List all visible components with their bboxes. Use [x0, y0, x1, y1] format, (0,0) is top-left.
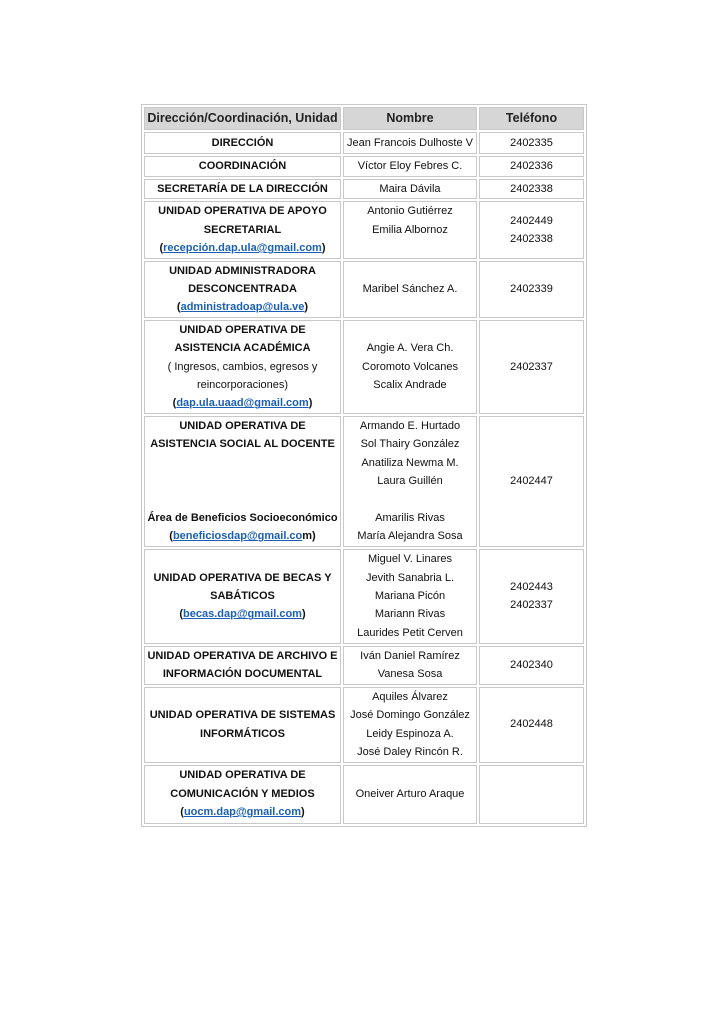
person-name: Jevith Sanabria L. — [365, 571, 455, 584]
phone-number: 2402448 — [510, 718, 553, 731]
table-header-row — [144, 107, 584, 130]
table-row — [144, 201, 584, 258]
email-suffix: ) — [321, 242, 326, 255]
unit-label: INFORMÁTICOS — [200, 727, 285, 740]
person-name: Víctor Eloy Febres C. — [357, 160, 463, 173]
person-name: Maribel Sánchez A. — [362, 283, 458, 296]
header-phone: Teléfono — [479, 107, 584, 130]
person-name: María Alejandra Sosa — [357, 530, 463, 543]
unit-label: SECRETARÍA DE LA DIRECCIÓN — [157, 183, 328, 195]
email-line — [147, 527, 338, 545]
person-name: José Daley Rincón R. — [357, 745, 463, 758]
email-line — [147, 803, 338, 821]
phone-number: 2402335 — [510, 136, 553, 149]
phone-number: 2402337 — [510, 360, 553, 373]
name-cell — [343, 156, 477, 177]
unit-label: ASISTENCIA SOCIAL AL DOCENTE — [150, 438, 335, 451]
person-name: Laura Guillén — [377, 475, 443, 488]
phone-number: 2402338 — [510, 183, 553, 195]
person-name: Angie A. Vera Ch. — [366, 342, 454, 355]
unit-cell — [144, 201, 341, 258]
phone-number: 2402337 — [510, 599, 553, 612]
phone-number: 2402449 — [510, 214, 553, 227]
spacer — [147, 472, 338, 490]
spacer — [147, 454, 338, 472]
unit-label: Área de Beneficios Socioeconómico — [147, 511, 338, 524]
name-cell — [343, 687, 477, 763]
person-name: Iván Daniel Ramírez — [360, 649, 460, 662]
header-name: Nombre — [343, 107, 477, 130]
email-link[interactable]: becas.dap@gmail.com — [183, 608, 302, 621]
table-row — [144, 646, 584, 685]
email-link[interactable]: beneficiosdap@gmail.co — [172, 530, 303, 543]
unit-cell — [144, 416, 341, 547]
phone-cell — [479, 201, 584, 258]
table-row — [144, 261, 584, 318]
phone-cell — [479, 179, 584, 199]
phone-cell — [479, 261, 584, 318]
person-name: José Domingo González — [350, 709, 470, 722]
table-row — [144, 416, 584, 547]
name-cell — [343, 201, 477, 258]
email-link[interactable]: dap.ula.uaad@gmail.com — [176, 397, 309, 410]
unit-cell — [144, 179, 341, 199]
email-suffix: m) — [302, 530, 316, 543]
table-row — [144, 765, 584, 824]
email-line — [147, 394, 338, 412]
email-prefix: ( — [180, 806, 184, 819]
table-row — [144, 549, 584, 644]
phone-cell — [479, 646, 584, 685]
email-prefix: ( — [176, 301, 181, 314]
name-cell — [343, 549, 477, 644]
table-row — [144, 156, 584, 177]
email-suffix: ) — [308, 397, 313, 410]
person-name: Oneiver Arturo Araque — [355, 787, 465, 800]
phone-number: 2402447 — [510, 475, 553, 488]
person-name: Vanesa Sosa — [377, 668, 443, 681]
spacer — [346, 491, 474, 509]
phone-cell — [479, 549, 584, 644]
table-row — [144, 179, 584, 199]
phone-number: 2402340 — [510, 658, 553, 671]
unit-label: UNIDAD OPERATIVA DE ARCHIVO E — [147, 649, 338, 662]
directory-table — [141, 104, 587, 827]
unit-cell — [144, 320, 341, 414]
name-cell — [343, 416, 477, 547]
unit-label: UNIDAD OPERATIVA DE SISTEMAS — [149, 709, 336, 722]
table-row — [144, 320, 584, 414]
unit-label: ( Ingresos, cambios, egresos y — [167, 360, 318, 373]
person-name: Mariana Picón — [374, 590, 446, 602]
person-name: Laurides Petit Cerven — [357, 626, 463, 639]
person-name: Scalix Andrade — [373, 379, 447, 392]
phone-cell — [479, 416, 584, 547]
spacer — [147, 490, 338, 508]
person-name: Leidy Espinoza A. — [366, 727, 454, 740]
email-prefix: ( — [179, 608, 184, 621]
phone-cell — [479, 156, 584, 177]
unit-cell — [144, 687, 341, 763]
phone-number: 2402443 — [510, 580, 553, 593]
email-line — [147, 605, 338, 623]
email-line — [147, 239, 338, 257]
person-name: Anatiliza Newma M. — [361, 456, 459, 469]
unit-label: COMUNICACIÓN Y MEDIOS — [170, 787, 315, 800]
phone-cell — [479, 687, 584, 763]
unit-label: UNIDAD OPERATIVA DE — [179, 769, 306, 782]
unit-label: reincorporaciones) — [196, 379, 289, 392]
unit-cell — [144, 646, 341, 685]
email-link[interactable]: recepción.dap.ula@gmail.com — [163, 242, 322, 255]
name-cell — [343, 320, 477, 414]
unit-label: UNIDAD ADMINISTRADORA — [169, 264, 316, 277]
unit-cell — [144, 132, 341, 154]
unit-label: DIRECCIÓN — [211, 136, 274, 149]
phone-number: 2402339 — [510, 283, 553, 296]
name-cell — [343, 261, 477, 318]
person-name: Sol Thairy González — [360, 438, 460, 451]
unit-label: UNIDAD OPERATIVA DE — [179, 419, 306, 432]
name-cell — [343, 132, 477, 154]
table-row — [144, 687, 584, 763]
unit-cell — [144, 156, 341, 177]
name-cell — [343, 765, 477, 824]
phone-cell — [479, 320, 584, 414]
person-name: Miguel V. Linares — [368, 553, 452, 566]
person-name: Jean Francois Dulhoste V — [347, 136, 473, 149]
email-link[interactable]: administradoap@ula.ve — [180, 301, 305, 314]
person-name: Mariann Rivas — [374, 608, 446, 621]
person-name: Amarilis Rivas — [375, 511, 445, 524]
unit-label: COORDINACIÓN — [198, 160, 287, 173]
unit-cell — [144, 765, 341, 824]
email-suffix: ) — [304, 301, 309, 314]
person-name: Coromoto Volcanes — [362, 360, 458, 373]
unit-label: UNIDAD OPERATIVA DE — [179, 323, 306, 336]
unit-cell — [144, 549, 341, 644]
unit-label: SABÁTICOS — [210, 590, 275, 602]
person-name: Armando E. Hurtado — [359, 419, 461, 432]
email-line — [147, 298, 338, 316]
unit-label: DESCONCENTRADA — [188, 283, 297, 296]
email-link[interactable]: uocm.dap@gmail.com — [183, 806, 302, 819]
phone-number: 2402338 — [510, 233, 553, 246]
person-name: Emilia Albornoz — [372, 223, 448, 236]
name-cell — [343, 646, 477, 685]
unit-label: UNIDAD OPERATIVA DE BECAS Y — [153, 571, 332, 584]
phone-cell — [479, 765, 584, 824]
unit-cell — [144, 261, 341, 318]
unit-label: ASISTENCIA ACADÉMICA — [174, 342, 311, 355]
header-unit: Dirección/Coordinación, Unidad — [144, 107, 341, 130]
person-name: Aquiles Álvarez — [372, 690, 448, 703]
person-name: Maira Dávila — [379, 183, 441, 195]
table-row — [144, 132, 584, 154]
unit-label: INFORMACIÓN DOCUMENTAL — [162, 668, 323, 681]
email-prefix: ( — [159, 242, 164, 255]
phone-number: 2402336 — [510, 160, 553, 173]
name-cell — [343, 179, 477, 199]
email-prefix: ( — [172, 397, 177, 410]
email-suffix: ) — [301, 806, 305, 819]
email-suffix: ) — [301, 608, 306, 621]
unit-label: UNIDAD OPERATIVA DE APOYO — [158, 205, 327, 218]
unit-label: SECRETARIAL — [203, 223, 282, 236]
email-prefix: ( — [169, 530, 173, 543]
phone-cell — [479, 132, 584, 154]
person-name: Antonio Gutiérrez — [367, 205, 453, 218]
